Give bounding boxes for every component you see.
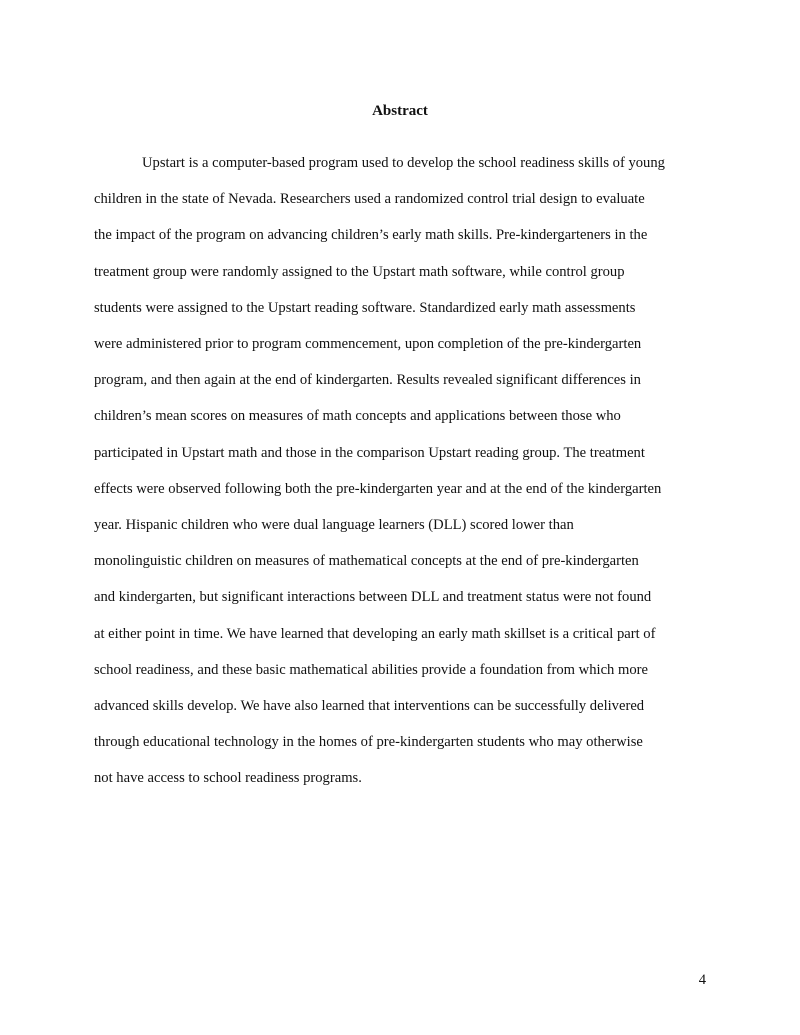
abstract-line: through educational technology in the homes of pre-kindergarten students who may otherwise [94,734,643,751]
abstract-line: Upstart is a computer-based program used to develop the school readiness skills of young [142,155,665,171]
abstract-line: treatment group were randomly assigned to the Upstart math software, while control group [94,263,625,280]
abstract-line: at either point in time. We have learned that developing an early math skillset is a critical part of [94,625,656,642]
abstract-paragraph [94,145,714,797]
abstract-line: year. Hispanic children who were dual language learners (DLL) scored lower than [94,517,574,534]
abstract-line: were administered prior to program commencement, upon completion of the pre-kindergarten [94,336,642,353]
abstract-line: participated in Upstart math and those in the comparison Upstart reading group. The treatment [94,444,645,461]
abstract-line: effects were observed following both the pre-kindergarten year and at the end of the kindergarten [94,480,662,497]
abstract-line: not have access to school readiness programs. [94,770,362,787]
abstract-heading: Abstract [372,103,428,119]
page-number: 4 [698,972,706,988]
abstract-line: the impact of the program on advancing children’s early math skills. Pre-kindergarteners in the [94,227,648,244]
abstract-line: program, and then again at the end of kindergarten. Results revealed significant differences in [94,372,641,389]
abstract-line: school readiness, and these basic mathematical abilities provide a foundation from which more [94,661,648,678]
abstract-line: advanced skills develop. We have also learned that interventions can be successfully delivered [94,698,645,715]
abstract-line: children’s mean scores on measures of math concepts and applications between those who [94,408,621,425]
abstract-line: students were assigned to the Upstart reading software. Standardized early math assessments [94,299,636,316]
abstract-line: monolinguistic children on measures of mathematical concepts at the end of pre-kindergarten [94,553,639,570]
abstract-line: and kindergarten, but significant interactions between DLL and treatment status were not found [94,589,652,606]
abstract-line: children in the state of Nevada. Researchers used a randomized control trial design to evaluate [94,191,645,208]
